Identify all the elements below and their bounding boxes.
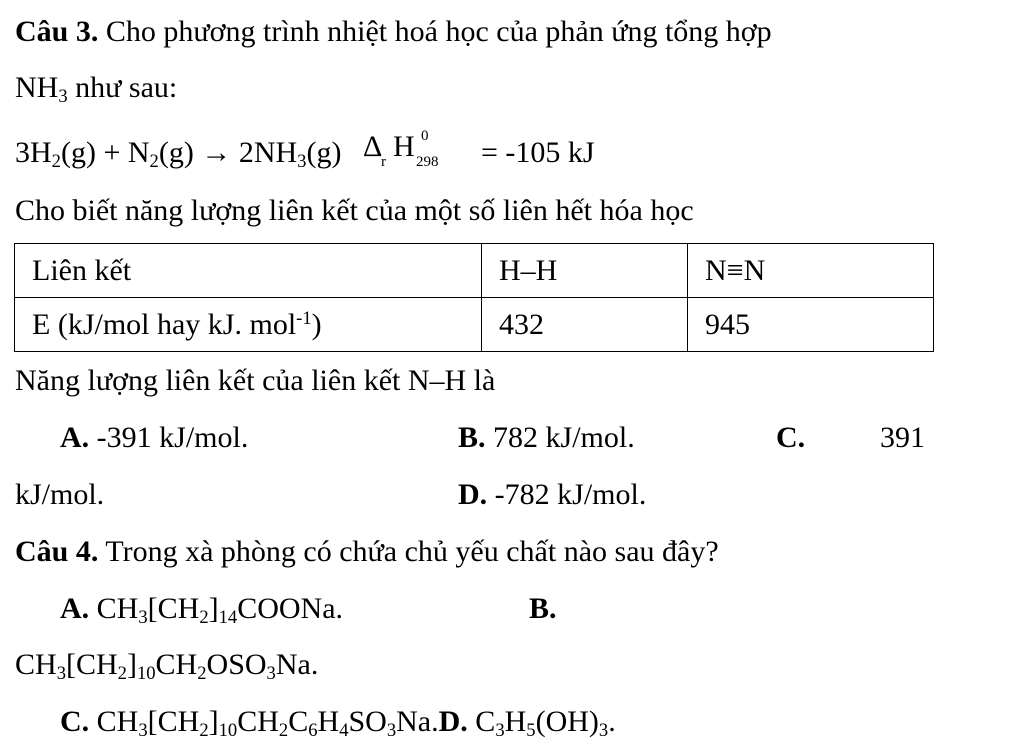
q4-option-b: B. xyxy=(529,592,557,625)
enthalpy-symbol: Δ r H 0 298 xyxy=(362,128,439,170)
q4-option-c-d: C. $CH_3[CH_2]_{10}CH_2C_6H_4SO_3Na.D$. $C_3H_5(OH)_3$. xyxy=(60,705,616,742)
q3-option-c: C. xyxy=(776,421,806,454)
table-header-row xyxy=(15,244,934,298)
q3-label: Câu 3. xyxy=(15,15,99,48)
q4-option-a: A. $CH_3[CH_2]_{14}COONa$. xyxy=(60,592,344,629)
table-row-label: E (kJ/mol hay kJ. mol$^{-1}$) xyxy=(15,298,482,352)
q3-stem-line1: Cho phương trình nhiệt hoá học của phản ứng tổng hợp xyxy=(105,15,772,48)
table-header-cell: H–H xyxy=(482,244,688,298)
q3-stem-line2: $NH_3$ như sau: xyxy=(15,71,178,108)
q4-label: Câu 4. xyxy=(15,535,99,568)
table-header-cell: Liên kết xyxy=(15,244,482,298)
q4-stem: Trong xà phòng có chứa chủ yếu chất nào sau đây? xyxy=(105,535,719,568)
q4-option-d: C xyxy=(475,705,496,738)
table-cell: 945 xyxy=(688,298,934,352)
q3-equation: $3H_2(g) + N_2(g) \to 2NH_3(g)$ Δ r H 0 298 = -105 kJ xyxy=(15,128,595,173)
q3-heading xyxy=(15,17,772,47)
table-header-cell: N≡N xyxy=(688,244,934,298)
q4-option-d-label: D. xyxy=(438,705,468,738)
bond-energy-table xyxy=(14,243,934,352)
q3-option-a: A. -391 kJ/mol. xyxy=(60,421,249,454)
q3-option-b: B. 782 kJ/mol. xyxy=(458,421,635,454)
q3-option-c-value: 391 xyxy=(880,421,925,454)
q3-option-c-cont: kJ/mol. xyxy=(15,478,105,511)
q3-question: Năng lượng liên kết của liên kết N–H là xyxy=(15,364,496,397)
q4-heading xyxy=(15,537,719,567)
q3-intro: Cho biết năng lượng liên kết của một số liên hết hóa học xyxy=(15,194,694,227)
q4-option-b-formula: $CH_3[CH_2]_{10}CH_2OSO_3Na$. xyxy=(15,648,319,685)
q3-option-d: D. -782 kJ/mol. xyxy=(458,478,647,511)
enthalpy-value: = -105 kJ xyxy=(480,136,595,169)
table-cell: 432 xyxy=(482,298,688,352)
table-row xyxy=(15,298,934,352)
